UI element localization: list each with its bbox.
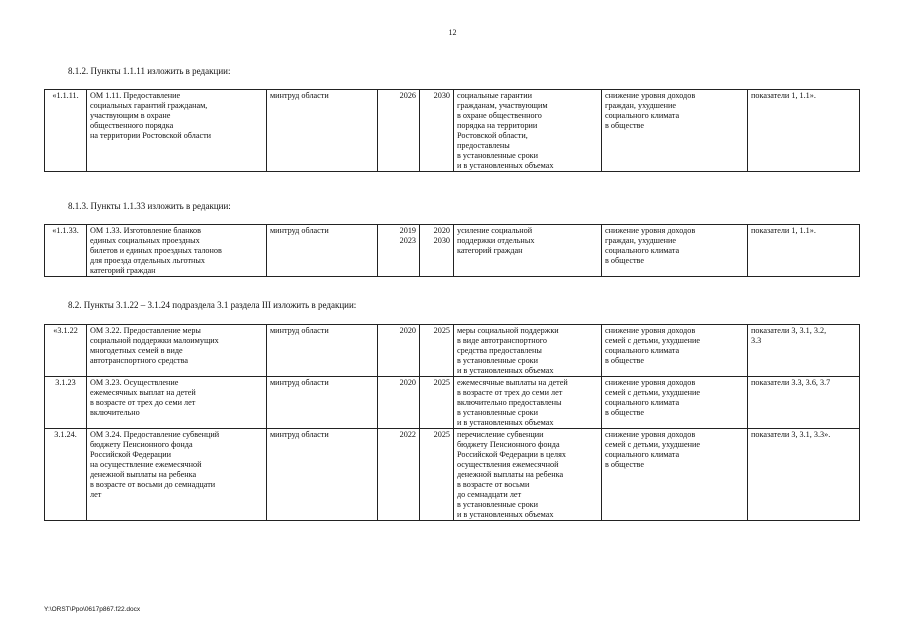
cell-line: в установленные сроки (457, 151, 539, 160)
consequences-cell (602, 90, 748, 172)
cell-line: билетов и единых проездных талонов (90, 246, 222, 255)
cell-line: в возрасте от трех до семи лет (457, 388, 563, 397)
cell-line: семей с детьми, ухудшение (605, 388, 701, 397)
section-heading-812: 8.1.2. Пункты 1.1.11 изложить в редакции: (68, 66, 231, 76)
row-number-cell: «3.1.22 (45, 325, 87, 377)
cell-line: социального климата (605, 346, 680, 355)
cell-line: 2020 (433, 226, 450, 235)
cell-line: бюджету Пенсионного фонда (90, 440, 193, 449)
cell-line: для проезда отдельных льготных (90, 256, 206, 265)
start-year-cell (378, 325, 420, 377)
table-row (45, 325, 860, 377)
cell-line: бюджету Пенсионного фонда (457, 440, 560, 449)
cell-line: социального климата (605, 398, 680, 407)
cell-line: меры социальной поддержки (457, 326, 559, 335)
cell-line: снижение уровня доходов (605, 226, 696, 235)
cell-line: показатели 1, 1.1». (751, 226, 816, 235)
cell-line: показатели 3, 3.1, 3.3». (751, 430, 831, 439)
cell-line: 2026 (399, 91, 416, 100)
row-number-cell: 3.1.23 (45, 377, 87, 429)
end-year-cell (420, 377, 454, 429)
expected-result-cell (454, 377, 602, 429)
measure-name-cell (87, 429, 267, 521)
measure-name-cell (87, 225, 267, 277)
expected-result-cell (454, 325, 602, 377)
cell-line: ОМ 3.23. Осуществление (90, 378, 179, 387)
table-row (45, 377, 860, 429)
measure-name-cell (87, 377, 267, 429)
cell-line: граждан, ухудшение (605, 236, 676, 245)
cell-line: социального климата (605, 246, 680, 255)
cell-line: в установленные сроки (457, 356, 539, 365)
table-row (45, 429, 860, 521)
indicators-cell (748, 429, 860, 521)
cell-line: автотранспортного средства (90, 356, 189, 365)
cell-line: в установленные сроки (457, 408, 539, 417)
cell-line: социального климата (605, 111, 680, 120)
expected-result-cell (454, 225, 602, 277)
table-813 (44, 224, 860, 277)
cell-line: Российской Федерации в целях (457, 450, 566, 459)
executor-cell: минтруд области (267, 377, 378, 429)
expected-result-cell (454, 429, 602, 521)
cell-line: ежемесячных выплат на детей (90, 388, 196, 397)
cell-line: снижение уровня доходов (605, 326, 696, 335)
cell-line: 2030 (433, 91, 450, 100)
cell-line: и в установленных объемах (457, 418, 554, 427)
cell-line: перечисление субвенции (457, 430, 544, 439)
start-year-cell (378, 377, 420, 429)
cell-line: поддержки отдельных (457, 236, 535, 245)
cell-line: категорий граждан (457, 246, 523, 255)
cell-line: до семнадцати лет (457, 490, 522, 499)
cell-line: многодетных семей в виде (90, 346, 183, 355)
cell-line: семей с детьми, ухудшение (605, 440, 701, 449)
cell-line: в виде автотранспортного (457, 336, 547, 345)
cell-line: включительно (90, 408, 140, 417)
consequences-cell (602, 377, 748, 429)
consequences-cell (602, 225, 748, 277)
indicators-cell (748, 325, 860, 377)
cell-line: ежемесячные выплаты на детей (457, 378, 568, 387)
cell-line: социальных гарантий гражданам, (90, 101, 208, 110)
start-year-cell (378, 90, 420, 172)
table-812 (44, 89, 860, 172)
cell-line: в возрасте от трех до семи лет (90, 398, 196, 407)
cell-line: предоставлены (457, 141, 510, 150)
cell-line: 2030 (433, 236, 450, 245)
cell-line: в обществе (605, 460, 644, 469)
measure-name-cell (87, 325, 267, 377)
cell-line: в обществе (605, 256, 644, 265)
cell-line: и в установленных объемах (457, 366, 554, 375)
cell-line: участвующим в охране (90, 111, 171, 120)
cell-line: 2023 (399, 236, 416, 245)
cell-line: ОМ 1.11. Предоставление (90, 91, 181, 100)
cell-line: и в установленных объемах (457, 510, 554, 519)
cell-line: Российской Федерации (90, 450, 172, 459)
cell-line: 2020 (399, 378, 416, 387)
table-row (45, 225, 860, 277)
cell-line: и в установленных объемах (457, 161, 554, 170)
indicators-cell (748, 90, 860, 172)
end-year-cell (420, 225, 454, 277)
row-number-cell: «1.1.11. (45, 90, 87, 172)
end-year-cell (420, 429, 454, 521)
executor-cell: минтруд области (267, 90, 378, 172)
cell-line: 2025 (433, 378, 450, 387)
cell-line: денежной выплаты на ребенка (90, 470, 197, 479)
start-year-cell (378, 429, 420, 521)
cell-line: ОМ 3.24. Предоставление субвенций (90, 430, 220, 439)
expected-result-cell (454, 90, 602, 172)
page-number: 12 (448, 28, 457, 37)
start-year-cell (378, 225, 420, 277)
cell-line: ОМ 3.22. Предоставление меры (90, 326, 201, 335)
cell-line: средства предоставлены (457, 346, 542, 355)
cell-line: социальные гарантии (457, 91, 533, 100)
consequences-cell (602, 325, 748, 377)
cell-line: 2025 (433, 326, 450, 335)
cell-line: в возрасте от восьми (457, 480, 530, 489)
cell-line: 2025 (433, 430, 450, 439)
cell-line: порядка на территории (457, 121, 538, 130)
cell-line: в установленные сроки (457, 500, 539, 509)
cell-line: на территории Ростовской области (90, 131, 212, 140)
cell-line: включительно предоставлены (457, 398, 562, 407)
consequences-cell (602, 429, 748, 521)
cell-line: снижение уровня доходов (605, 430, 696, 439)
section-heading-82: 8.2. Пункты 3.1.22 – 3.1.24 подраздела 3.1 раздела III изложить в редакции: (68, 300, 357, 310)
cell-line: лет (90, 490, 102, 499)
end-year-cell (420, 90, 454, 172)
cell-line: гражданам, участвующим (457, 101, 548, 110)
indicators-cell (748, 225, 860, 277)
cell-line: в охране общественного (457, 111, 542, 120)
cell-line: граждан, ухудшение (605, 101, 676, 110)
cell-line: усиление социальной (457, 226, 533, 235)
indicators-cell (748, 377, 860, 429)
table-82 (44, 324, 860, 521)
cell-line: снижение уровня доходов (605, 91, 696, 100)
cell-line: в обществе (605, 356, 644, 365)
cell-line: на осуществление ежемесячной (90, 460, 202, 469)
cell-line: показатели 3.3, 3.6, 3.7 (751, 378, 831, 387)
cell-line: снижение уровня доходов (605, 378, 696, 387)
cell-line: 2019 (399, 226, 416, 235)
cell-line: денежной выплаты на ребенка (457, 470, 564, 479)
cell-line: 2022 (399, 430, 416, 439)
row-number-cell: 3.1.24. (45, 429, 87, 521)
cell-line: социального климата (605, 450, 680, 459)
cell-line: семей с детьми, ухудшение (605, 336, 701, 345)
end-year-cell (420, 325, 454, 377)
measure-name-cell (87, 90, 267, 172)
cell-line: показатели 1, 1.1». (751, 91, 816, 100)
section-heading-813: 8.1.3. Пункты 1.1.33 изложить в редакции: (68, 201, 231, 211)
executor-cell: минтруд области (267, 225, 378, 277)
row-number-cell: «1.1.33. (45, 225, 87, 277)
cell-line: в обществе (605, 121, 644, 130)
cell-line: общественного порядка (90, 121, 174, 130)
executor-cell: минтруд области (267, 429, 378, 521)
cell-line: категорий граждан (90, 266, 156, 275)
cell-line: осуществления ежемесячной (457, 460, 559, 469)
cell-line: в возрасте от восьми до семнадцати (90, 480, 216, 489)
cell-line: в обществе (605, 408, 644, 417)
cell-line: социальной поддержки малоимущих (90, 336, 219, 345)
cell-line: Ростовской области, (457, 131, 528, 140)
file-path-footer: Y:\ORST\Ppo\0617p867.f22.docx (44, 606, 141, 613)
cell-line: 2020 (399, 326, 416, 335)
table-row (45, 90, 860, 172)
cell-line: 3.3 (751, 336, 762, 345)
executor-cell: минтруд области (267, 325, 378, 377)
cell-line: ОМ 1.33. Изготовление бланков (90, 226, 202, 235)
cell-line: показатели 3, 3.1, 3.2, (751, 326, 827, 335)
cell-line: единых социальных проездных (90, 236, 200, 245)
